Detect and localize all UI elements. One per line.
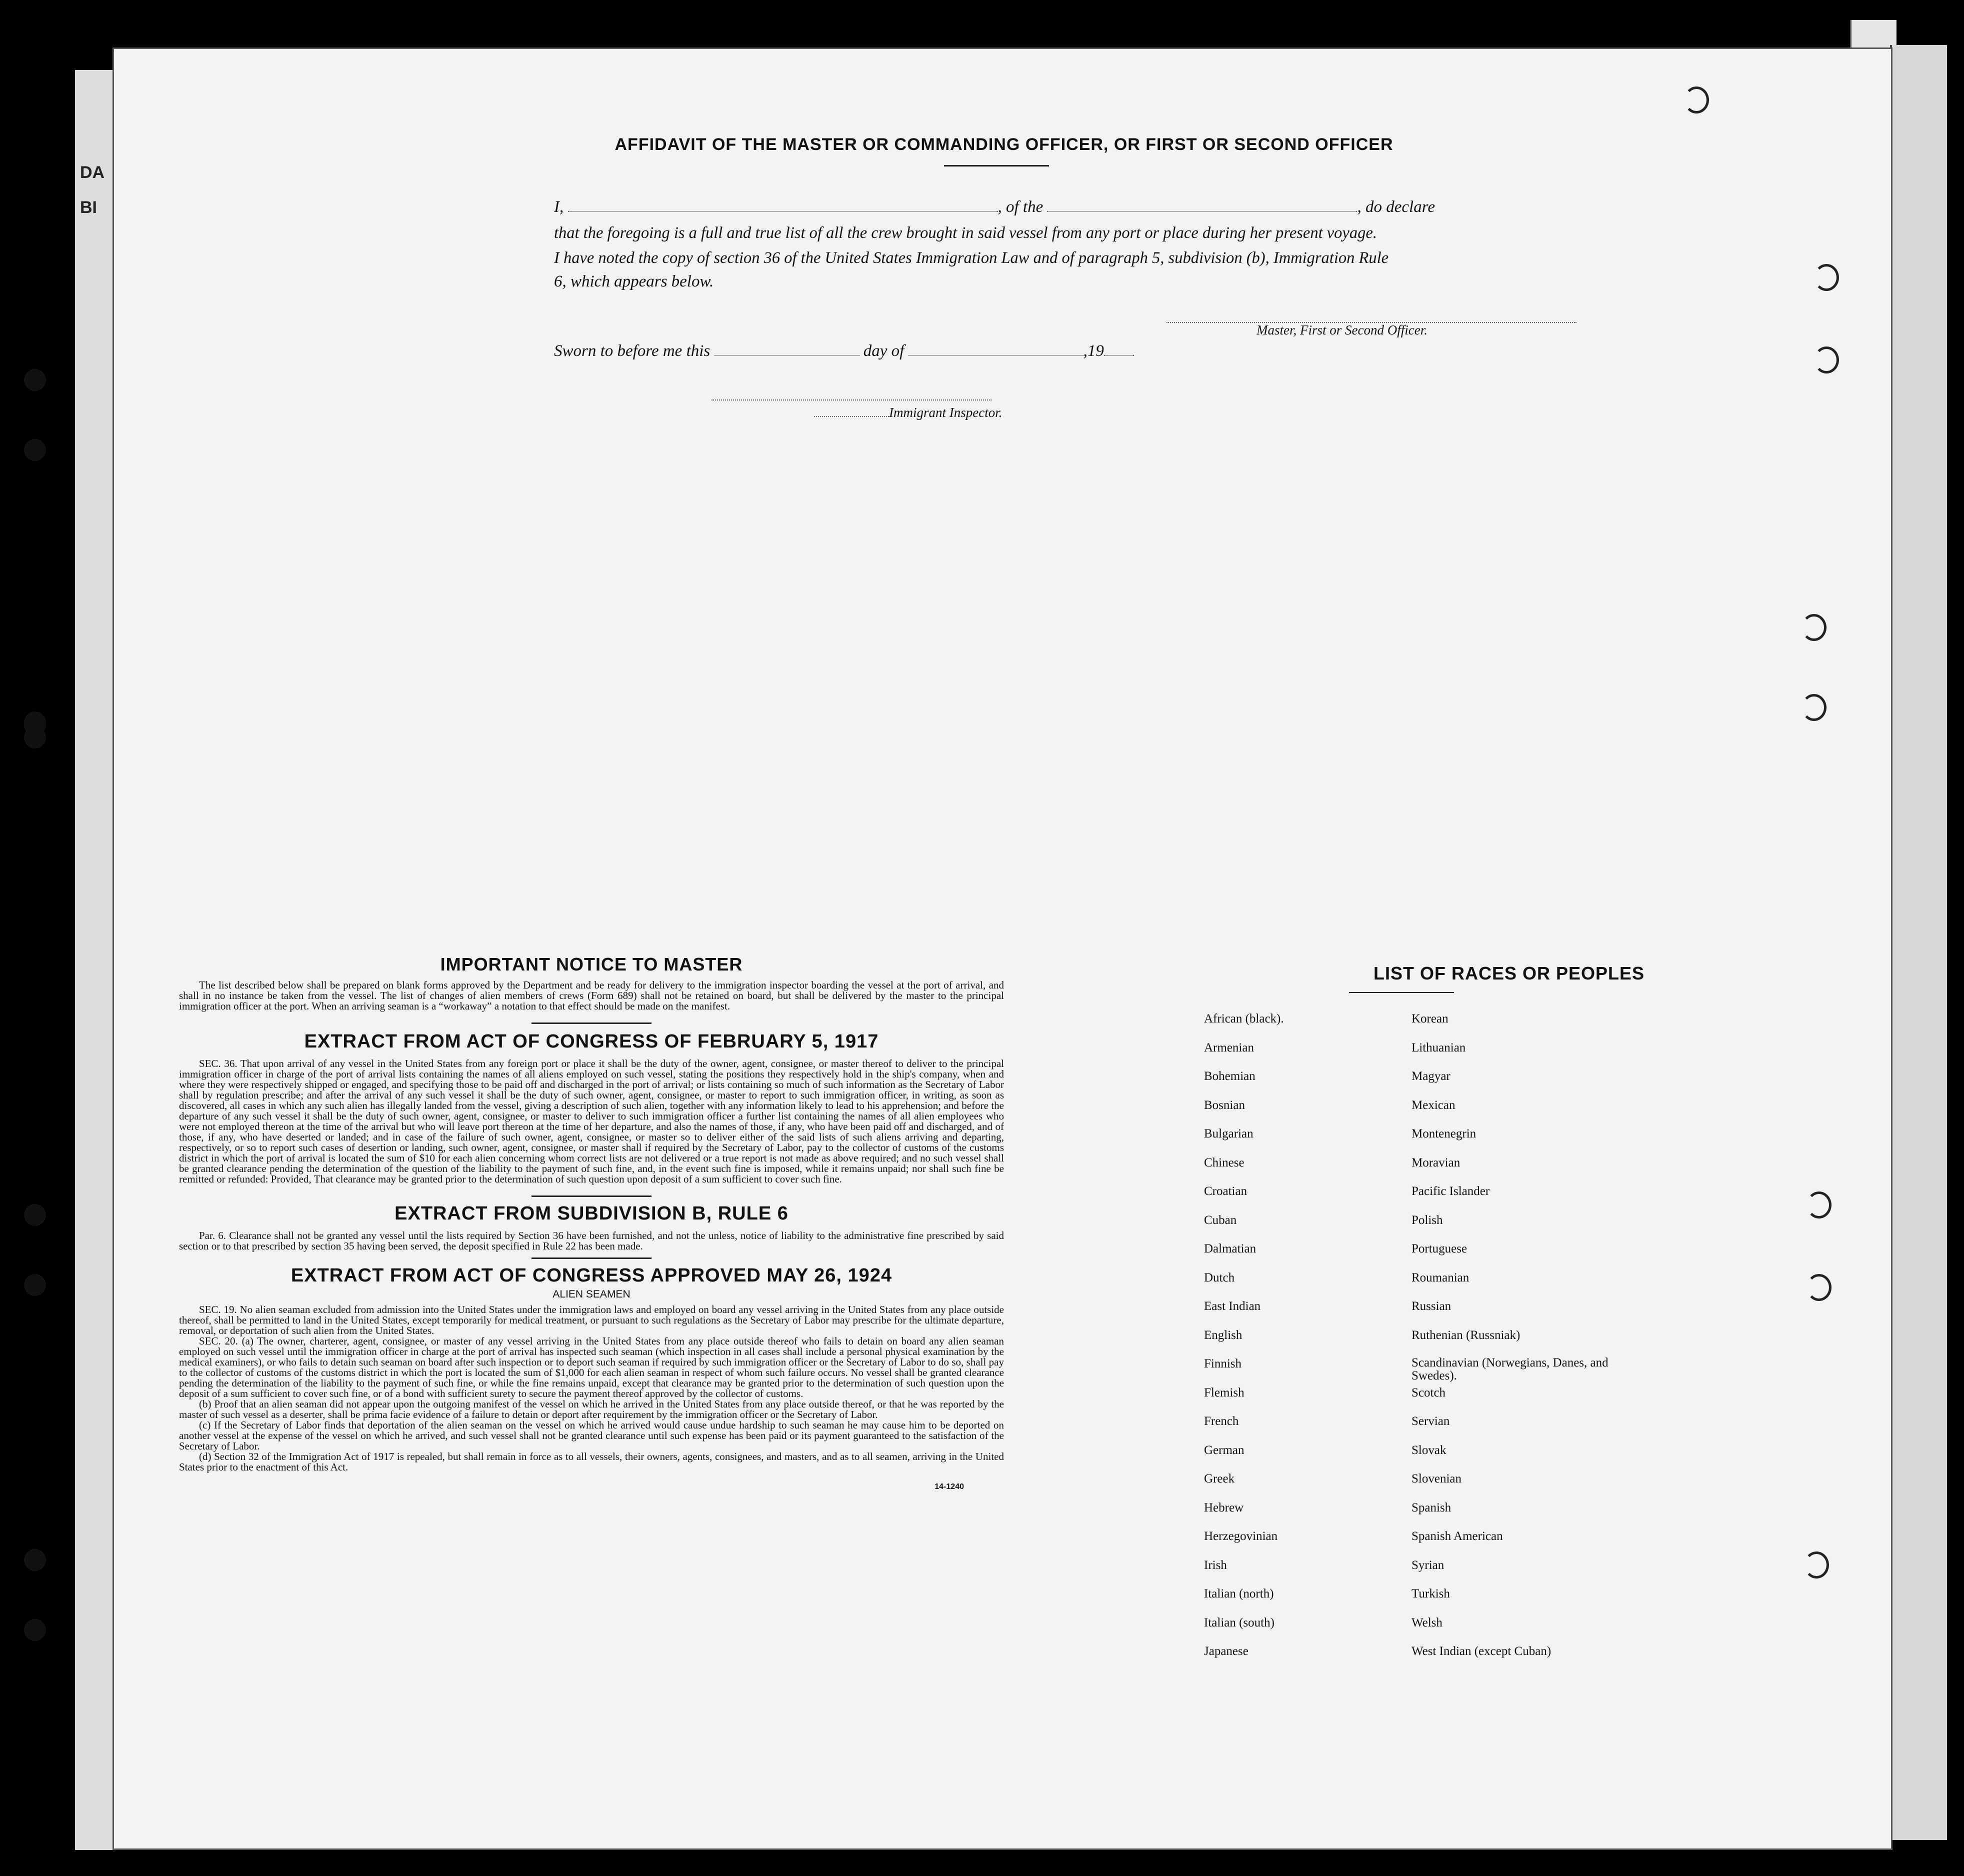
margin-mark: BI: [80, 198, 97, 217]
binder-hole-right: [1804, 1552, 1829, 1578]
race-item: Herzegovinian: [1204, 1530, 1278, 1543]
race-item: Ruthenian (Russniak): [1412, 1328, 1520, 1342]
inspector-signature-line: [814, 403, 1002, 420]
binder-hole-right: [1806, 1274, 1832, 1301]
race-item: Mexican: [1412, 1098, 1456, 1112]
binder-hole-right: [1684, 86, 1709, 114]
notice-title: IMPORTANT NOTICE TO MASTER: [440, 954, 743, 974]
race-item: Portuguese: [1412, 1242, 1468, 1256]
declarant-name-field[interactable]: [568, 198, 998, 212]
sworn-year-field[interactable]: [1104, 342, 1134, 356]
binder-hole-right: [1806, 1192, 1832, 1218]
extract-1924-title: EXTRACT FROM ACT OF CONGRESS APPROVED MAY 26, 1924: [290, 1265, 892, 1286]
subdivision-b-text: [179, 1230, 1004, 1252]
margin-mark: DA: [80, 163, 105, 182]
day-of-label: day of: [863, 342, 904, 360]
master-signature-label: Master, First or Second Officer.: [1256, 322, 1428, 338]
extract-1917-text: [179, 1058, 1004, 1184]
sec-20b-paragraph: (b) Proof that an alien seaman did not appear upon the outgoing manifest of the vessel on which he arrived in the United States from any place outside thereof, or that he was reported by the master of such vessel as a deserter, shall be prima facie evidence of a failure to detain or deport after requirement by the immigration officer or the Secretary of Labor.: [179, 1398, 1004, 1420]
title-underline: [944, 165, 1049, 166]
vessel-name-field[interactable]: [1047, 198, 1357, 212]
subdivision-b-title: EXTRACT FROM SUBDIVISION B, RULE 6: [394, 1203, 788, 1224]
sworn-line: [554, 342, 1134, 360]
declaration-line-3: I have noted the copy of section 36 of the United States Immigration Law and of paragraph 5, subdivision (b), Immigration Rule: [554, 249, 1389, 267]
binder-hole: [24, 369, 46, 391]
race-item: Bulgarian: [1204, 1127, 1254, 1140]
binder-hole: [24, 1204, 46, 1226]
race-item: English: [1204, 1328, 1242, 1342]
notice-text: [179, 980, 1004, 1012]
races-right-column: [1412, 1012, 1622, 1673]
race-item: Armenian: [1204, 1040, 1254, 1054]
race-item: Korean: [1412, 1012, 1448, 1026]
sec-20c-paragraph: (c) If the Secretary of Labor finds that deportation of the alien seaman on the vessel on which he arrived would cause undue hardship to such seaman he may cause him to be deported on another vessel at the expense of the vessel on which he arrived, and such vessel shall not be granted clearance until such expense has been paid or its payment guaranteed to the satisfaction of the Secretary of Labor.: [179, 1419, 1004, 1452]
race-item: Dutch: [1204, 1270, 1235, 1284]
sec-20a-paragraph: SEC. 20. (a) The owner, charterer, agent, consignee, or master of any vessel arriving in the United States from any place outside thereof who fails to detain on board any alien seaman employed on such vessel until the immigration officer in charge at the port of arrival has inspected such seaman (which inspection in all cases shall include a personal physical examination by the medical examiners), or who fails to detain such seaman on board after such inspection or to deport such seaman if required by such immigration officer or the Secretary of Labor to do so, shall pay to the collector of customs of the customs district in which the port is located the sum of $1,000 for each alien seaman in respect of whom such failure occurs. No vessel shall be granted clearance pending the determination of the liability to the payment of such fine, or while the fine remains unpaid, except that clearance may be granted prior to the determination of such question upon the deposit of a sum sufficient to cover such fine, or of a bond with sufficient surety to secure the payment thereof approved by the collector of customs.: [179, 1335, 1004, 1400]
year-prefix: ,19: [1083, 342, 1104, 360]
of-the-label: , of the: [998, 198, 1044, 216]
race-item: Magyar: [1412, 1070, 1450, 1083]
race-item: Servian: [1412, 1414, 1450, 1428]
binder-hole: [24, 1549, 46, 1571]
race-item: Japanese: [1204, 1644, 1248, 1658]
race-item: Slovak: [1412, 1443, 1446, 1457]
race-item: Pacific Islander: [1412, 1184, 1490, 1198]
section-divider: [532, 1258, 652, 1259]
par-6-paragraph: Par. 6. Clearance shall not be granted any vessel until the lists required by Section 36 have been furnished, and not the unless, notice of liability to the administrative fine prescribed by said section or to that prescribed by section 35 having been served, the deposit specified in Rule 22 has been made.: [179, 1230, 1004, 1252]
race-item: Flemish: [1204, 1386, 1244, 1400]
sec-19-paragraph: SEC. 19. No alien seaman excluded from admission into the United States under the immigration laws and employed on board any vessel arriving in the United States from any place outside thereof, shall be permitted to land in the United States, except temporarily for medical treatment, or pursuant to such regulations as the Secretary of Labor may prescribe for the ultimate departure, removal, or deportation of such alien from the United States.: [179, 1304, 1004, 1336]
race-item: Dalmatian: [1204, 1242, 1256, 1256]
legal-column: [179, 954, 1004, 1492]
races-title-underline: [1349, 992, 1454, 993]
race-item: Slovenian: [1412, 1472, 1462, 1486]
extract-1924-text: [179, 1304, 1004, 1472]
race-item: Russian: [1412, 1300, 1452, 1313]
race-item: French: [1204, 1414, 1239, 1428]
race-item: Roumanian: [1412, 1270, 1470, 1284]
race-item: Montenegrin: [1412, 1127, 1476, 1140]
race-item: Scandinavian (Norwegians, Danes, and Swedes).: [1412, 1356, 1608, 1382]
race-item: Hebrew: [1204, 1500, 1244, 1514]
binder-hole-right: [1802, 694, 1826, 721]
section-divider: [532, 1022, 652, 1024]
section-divider: [532, 1196, 652, 1197]
declaration-line-1: [554, 198, 1435, 216]
race-item: West Indian (except Cuban): [1412, 1644, 1552, 1658]
sworn-day-field[interactable]: [714, 342, 860, 356]
race-item: Spanish American: [1412, 1530, 1503, 1543]
inspector-signature-label: Immigrant Inspector.: [889, 405, 1002, 420]
race-item: Bohemian: [1204, 1070, 1256, 1083]
sec-20d-paragraph: (d) Section 32 of the Immigration Act of 1917 is repealed, but shall remain in force as to all vessels, their owners, agents, consignees, and masters, and as to all seamen, arriving in the United States prior to the enactment of this Act.: [179, 1450, 1004, 1473]
sworn-label: Sworn to before me this: [554, 342, 710, 360]
binder-hole: [24, 726, 46, 748]
race-item: East Indian: [1204, 1300, 1261, 1313]
race-item: Italian (north): [1204, 1587, 1274, 1600]
sworn-month-field[interactable]: [908, 342, 1084, 356]
race-item: Irish: [1204, 1558, 1227, 1572]
race-item: Scotch: [1412, 1386, 1446, 1400]
document-page: [112, 48, 1892, 1850]
declare-label: , do declare: [1357, 198, 1435, 216]
binder-hole-right: [1802, 614, 1826, 641]
race-item: Bosnian: [1204, 1098, 1245, 1112]
underlying-page-edge-2: [1890, 45, 1947, 1840]
master-signature-field[interactable]: [1166, 309, 1576, 323]
race-item: Turkish: [1412, 1587, 1450, 1600]
extract-1917-title: EXTRACT FROM ACT OF CONGRESS OF FEBRUARY 5, 1917: [304, 1031, 879, 1052]
declaration-line-2: that the foregoing is a full and true list of all the crew brought in said vessel from any port or place during her present voyage.: [554, 224, 1377, 242]
race-item: Croatian: [1204, 1184, 1248, 1198]
binder-hole-right: [1814, 346, 1839, 374]
inspector-signature-field[interactable]: [712, 386, 992, 400]
race-item: Finnish: [1204, 1357, 1242, 1370]
race-item: Italian (south): [1204, 1616, 1274, 1630]
race-item: Moravian: [1412, 1156, 1460, 1170]
race-item: Greek: [1204, 1472, 1235, 1486]
race-item: Lithuanian: [1412, 1040, 1466, 1054]
races-title: LIST OF RACES OR PEOPLES: [1373, 963, 1645, 984]
race-item: German: [1204, 1443, 1244, 1457]
race-item: Cuban: [1204, 1213, 1237, 1227]
affidavit-title: AFFIDAVIT OF THE MASTER OR COMMANDING OFFICER, OR FIRST OR SECOND OFFICER: [614, 135, 1394, 154]
notice-paragraph: The list described below shall be prepared on blank forms approved by the Department and be ready for delivery to the immigration inspector boarding the vessel at the port of arrival, and shall in no instance be taken from the vessel. The list of changes of alien members of crews (Form 689) shall not be retained on board, but shall be delivered by the master to the principal immigration officer at the port. When an arriving seaman is a “workaway” a notation to that effect should be made on the manifest.: [179, 979, 1004, 1012]
declaration-line-4: 6, which appears below.: [554, 272, 714, 290]
inspector-dots: [814, 403, 889, 417]
race-item: Welsh: [1412, 1616, 1442, 1630]
race-item: Syrian: [1412, 1558, 1444, 1572]
race-item: African (black).: [1204, 1012, 1284, 1026]
margin-marks: [80, 155, 104, 225]
form-number: 14-1240: [934, 1482, 964, 1491]
races-left-column: [1204, 1012, 1414, 1673]
section-36-paragraph: SEC. 36. That upon arrival of any vessel in the United States from any foreign port or place it shall be the duty of the owner, agent, consignee, or master thereof to deliver to the principal immigration officer in charge of the port of arrival lists containing the names of all aliens employed on such vessel, stating the positions they respectively hold in the ship's company, when and where they were respectively shipped or engaged, and specifying those to be paid off and discharged in the port of arrival; or lists containing so much of such information as the Secretary of Labor shall by regulation prescribe; and after the arrival of any such vessel it shall be the duty of such owner, agent, consignee, or master to report to such immigration officer, in writing, as soon as discovered, all cases in which any such alien has illegally landed from the vessel, giving a description of such alien, together with any information likely to lead to his apprehension; and before the departure of any such vessel it shall be the duty of such owner, agent, consignee, or master to deliver to such immigration officer a further list containing the names of all alien employees who were not employed thereon at the time of the arrival but who will leave port thereon at the time of her departure, and also the names of those, if any, who have been paid off and discharged, and of those, if any, who have deserted or landed; and in case of the failure of such owner, agent, consignee, or master so to deliver either of the said lists of such aliens arriving and departing, respectively, or so to report such cases of desertion or landing, such owner, agent, consignee, or master shall if required by the Secretary of Labor, pay to the collector of customs of the customs district in which the port of arrival is located the sum of $10 for each alien concerning whom correct lists are not delivered or a true report is not made as above required; and no such vessel shall be granted clearance pending the determination of the question of the liability to the payment of such fine, and, in the event such fine is imposed, while it remains unpaid; nor shall such fine be remitted or refunded: Provided, That clearance may be granted prior to the determination of such question upon deposit of a sum sufficient to cover such fine.: [179, 1058, 1004, 1185]
binder-hole: [24, 1619, 46, 1641]
alien-seamen-subtitle: ALIEN SEAMEN: [552, 1288, 630, 1300]
binder-hole-right: [1814, 264, 1839, 291]
race-item: Polish: [1412, 1213, 1443, 1227]
race-item: Chinese: [1204, 1156, 1244, 1170]
declarant-prefix: I,: [554, 198, 564, 216]
binder-hole: [24, 439, 46, 461]
binder-hole: [24, 1274, 46, 1296]
race-item: Spanish: [1412, 1500, 1452, 1514]
